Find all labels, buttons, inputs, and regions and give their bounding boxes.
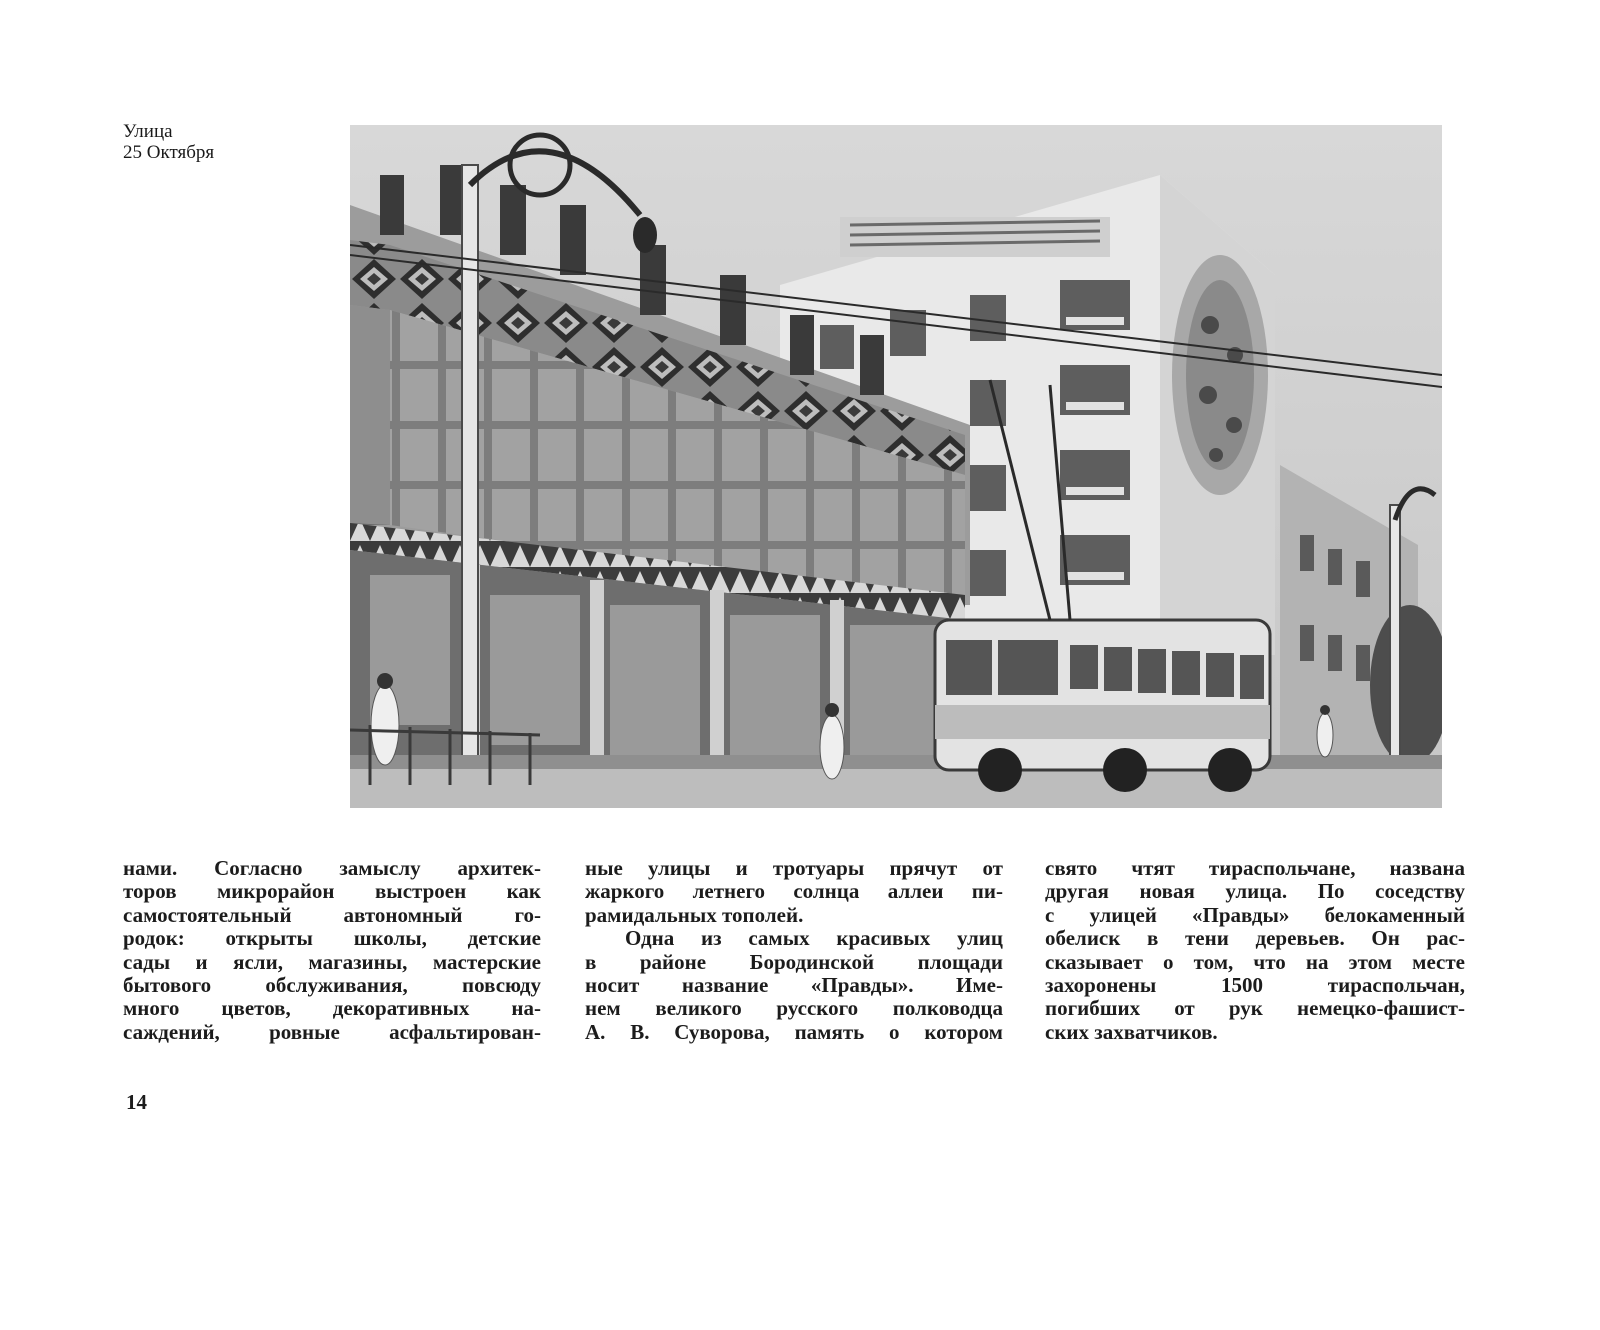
text-line: ских захватчиков. xyxy=(1045,1019,1218,1044)
text-line: ные улицы и тротуары прячут от xyxy=(585,856,1003,880)
text-line: захоронены 1500 тираспольчан, xyxy=(1045,973,1465,998)
text-line: другая новая улица. По соседству xyxy=(1045,879,1465,904)
text-line: много цветов, декоративных на- xyxy=(123,996,541,1021)
text-line: свято чтят тираспольчане, названа xyxy=(1045,856,1465,880)
photo-caption xyxy=(123,121,214,163)
text-line: рамидальных тополей. xyxy=(585,902,804,927)
text-line: погибших от рук немецко-фашист- xyxy=(1045,996,1465,1021)
text-line: носит название «Правды». Име- xyxy=(585,973,1003,998)
text-line: жаркого летнего солнца аллеи пи- xyxy=(585,879,1003,904)
text-line: родок: открыты школы, детские xyxy=(123,926,541,951)
text-line: нем великого русского полководца xyxy=(585,996,1003,1021)
page-number: 14 xyxy=(126,1090,147,1114)
text-line: Одна из самых красивых улиц xyxy=(625,926,1003,951)
text-line: нами. Согласно замыслу архитек- xyxy=(123,856,541,880)
caption-line-2: 25 Октября xyxy=(123,142,215,163)
text-line: А. В. Суворова, память о котором xyxy=(585,1019,1003,1044)
caption-line-1: Улица xyxy=(123,121,173,142)
text-line: бытового обслуживания, повсюду xyxy=(123,973,541,998)
text-line: обелиск в тени деревьев. Он рас- xyxy=(1045,926,1465,951)
text-line: с улицей «Правды» белокаменный xyxy=(1045,902,1465,927)
text-column-1 xyxy=(123,857,541,1044)
text-line: сказывает о том, что на этом месте xyxy=(1045,949,1465,974)
text-line: торов микрорайон выстроен как xyxy=(123,879,541,904)
text-line: сады и ясли, магазины, мастерские xyxy=(123,949,541,974)
text-column-3 xyxy=(1045,857,1465,1044)
street-photo xyxy=(350,125,1442,808)
street-photo-illustration xyxy=(350,125,1442,808)
text-line: саждений, ровные асфальтирован- xyxy=(123,1019,541,1044)
text-line: самостоятельный автономный го- xyxy=(123,902,541,927)
text-column-2 xyxy=(585,857,1003,1044)
text-line: в районе Бородинской площади xyxy=(585,949,1003,974)
